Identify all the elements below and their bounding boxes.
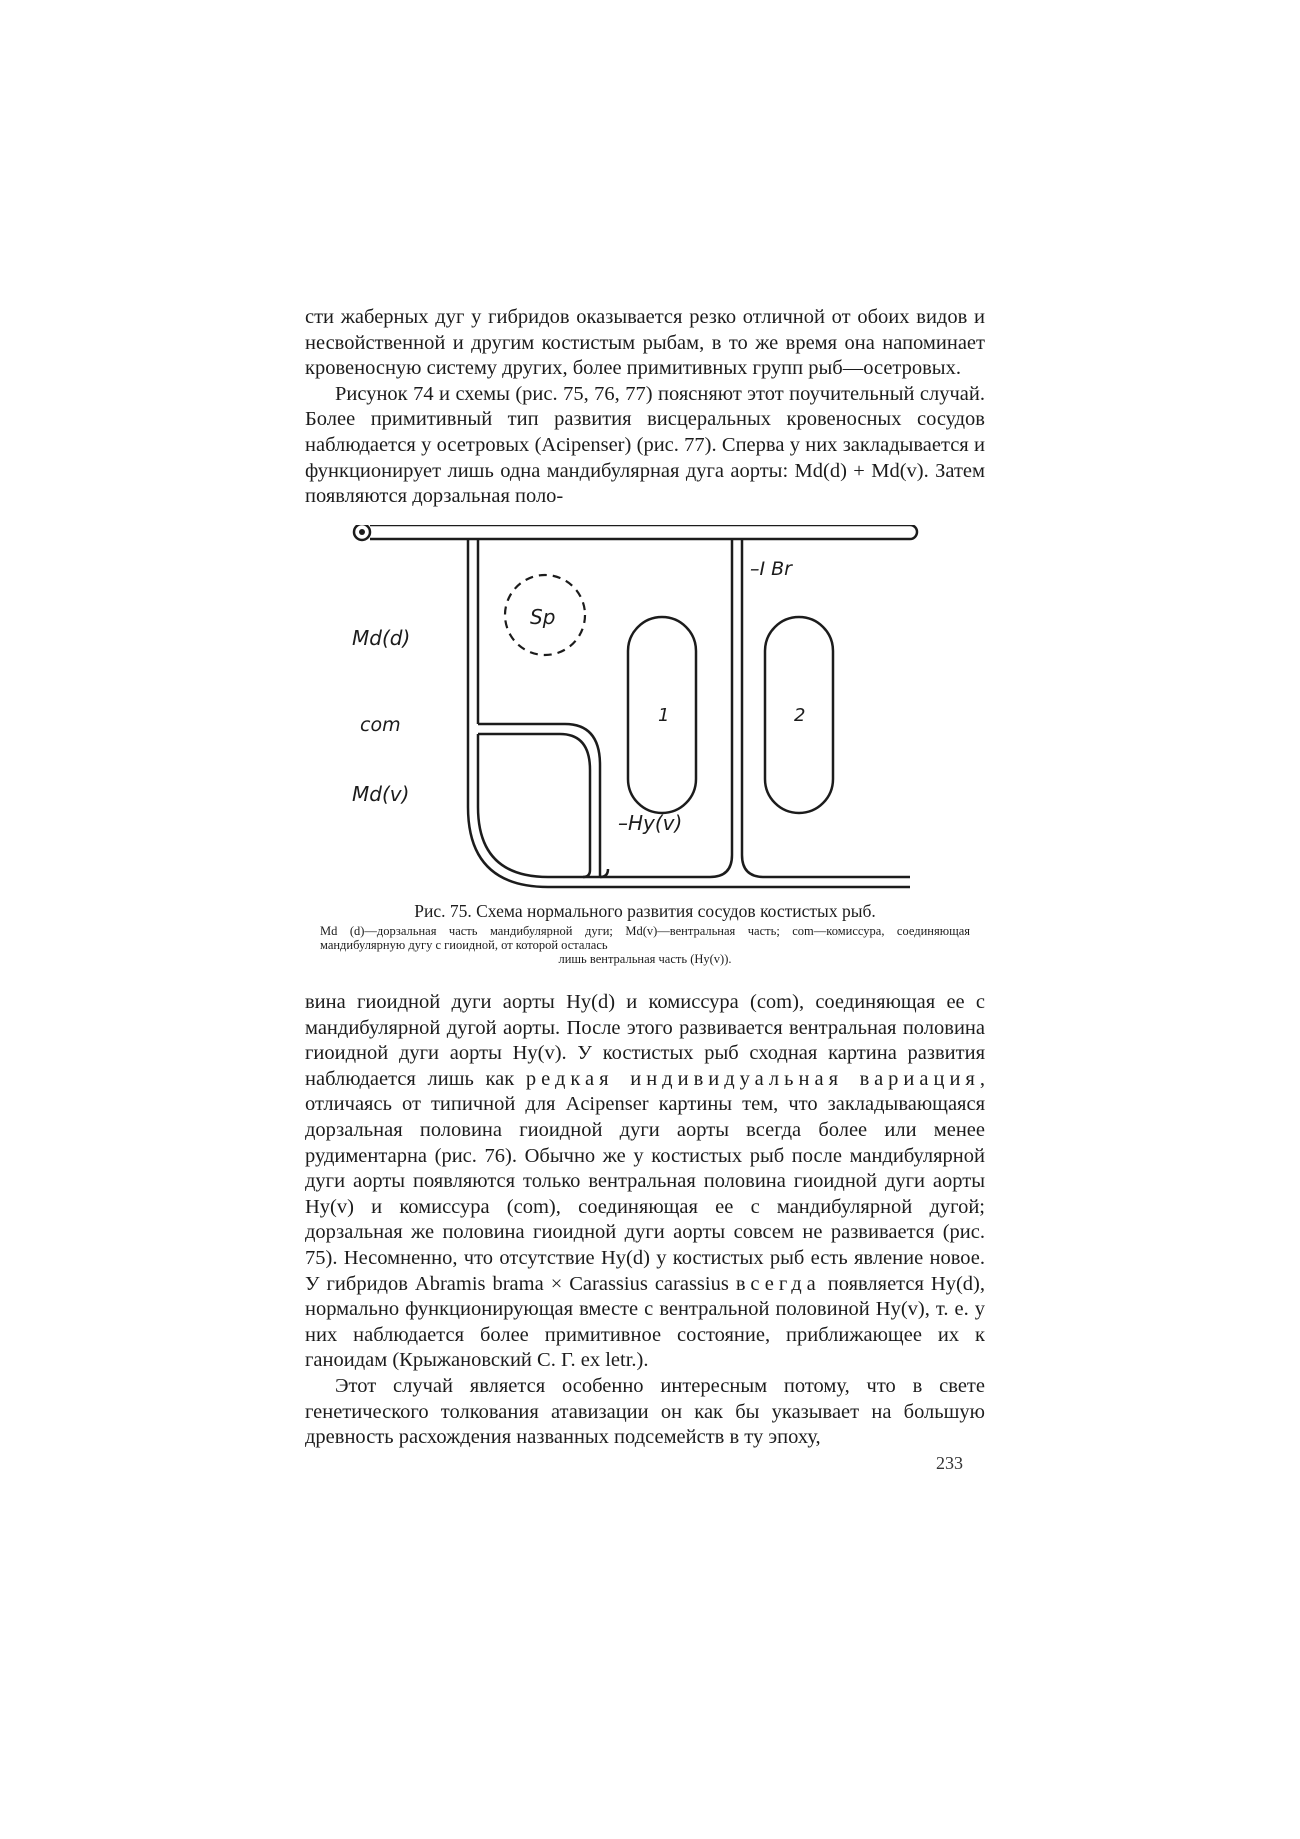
- paragraph: [305, 990, 985, 1374]
- com-vessel: [478, 724, 600, 877]
- label-slit-2: 2: [794, 705, 806, 726]
- page-number: 233: [936, 1453, 963, 1473]
- label-slit-1: 1: [658, 705, 670, 726]
- bottom-text-block: [305, 990, 985, 1451]
- figure-caption: [320, 900, 970, 966]
- label-br: –I Br: [750, 558, 792, 580]
- text-span: вина гиоидной дуги аорты Hy(d) и комиссура (com), соединяющая ее с мандибулярной дугой аорты. После этого развивается вентральная половина гиоидной дуги аорты Hy(v). У костистых рыб сходная картина развития наблюдается лишь как: [305, 991, 985, 1090]
- caption-note-text: Md (d)—дорзальная часть мандибулярной дуги; Md(v)—вентральная часть; com—комиссура, соединяющая мандибулярную дугу с гиоидной, от которой осталась: [320, 924, 970, 952]
- paragraph: Рисунок 74 и схемы (рис. 75, 76, 77) поясняют этот поучительный случай. Более примитивный тип развития висцеральных кровеносных сосудов наблюдается у осетровых (Acipenser) (рис. 77). Сперва у них закладывается и функционирует лишь одна мандибулярная дуга аорты: Md(d) + Md(v). Затем появляются дорзальная поло-: [305, 382, 985, 508]
- spaced-text: всегда: [735, 1272, 821, 1295]
- text-span: появляется Hy(d), нормально функционирующая вместе с вентральной половиной Hy(v), т. е. у них наблюдается более примитивное состояние, приближающее их к ганоидам (Крыжановский С. Г. ex letr.).: [305, 1272, 985, 1372]
- vessel-diagram: [350, 525, 930, 905]
- label-hy-v: –Hy(v): [618, 811, 683, 835]
- label-md-d: Md(d): [352, 626, 411, 650]
- spaced-text: редкая индивидуальная вариация: [525, 1067, 980, 1090]
- label-sp: Sp: [530, 605, 556, 629]
- top-text-block: [305, 305, 985, 510]
- caption-note: [320, 924, 970, 966]
- caption-title: Рис. 75. Схема нормального развития сосудов костистых рыб.: [414, 901, 876, 921]
- paragraph: Этот случай является особенно интересным потому, что в свете генетического толкования атавизации он как бы указывает на большую древность расхождения названных подсемейств в ту эпоху,: [305, 1374, 985, 1449]
- caption-note-last: лишь вентральная часть (Hy(v)).: [558, 952, 732, 966]
- label-com: com: [360, 714, 401, 736]
- paragraph: сти жаберных дуг у гибридов оказывается резко отличной от обоих видов и несвойственной и другим костистым рыбам, в то же время она напоминает кровеносную систему других, более примитивных групп рыб—осетровых.: [305, 306, 985, 380]
- text-span: , отличаясь от типичной для Acipenser картины тем, что закладывающаяся дорзальная половина гиоидной дуги аорты всегда более или менее рудиментарна (рис. 76). Обычно же у костистых рыб после мандибулярной дуги аорты появляются только вентральная половина гиоидной дуги аорты Hy(v) и комиссура (com), соединяющая ее с мандибулярной дугой; дорзальная же половина гиоидной дуги аорты совсем не развивается (рис. 75). Несомненно, что отсутствие Hy(d) у костистых рыб есть явление новое. У гибридов Abramis brama × Carassius carassius: [305, 1067, 985, 1295]
- label-md-v: Md(v): [352, 782, 410, 806]
- md-vessel-outer: [468, 539, 910, 887]
- md-vessel-inner: [478, 539, 548, 877]
